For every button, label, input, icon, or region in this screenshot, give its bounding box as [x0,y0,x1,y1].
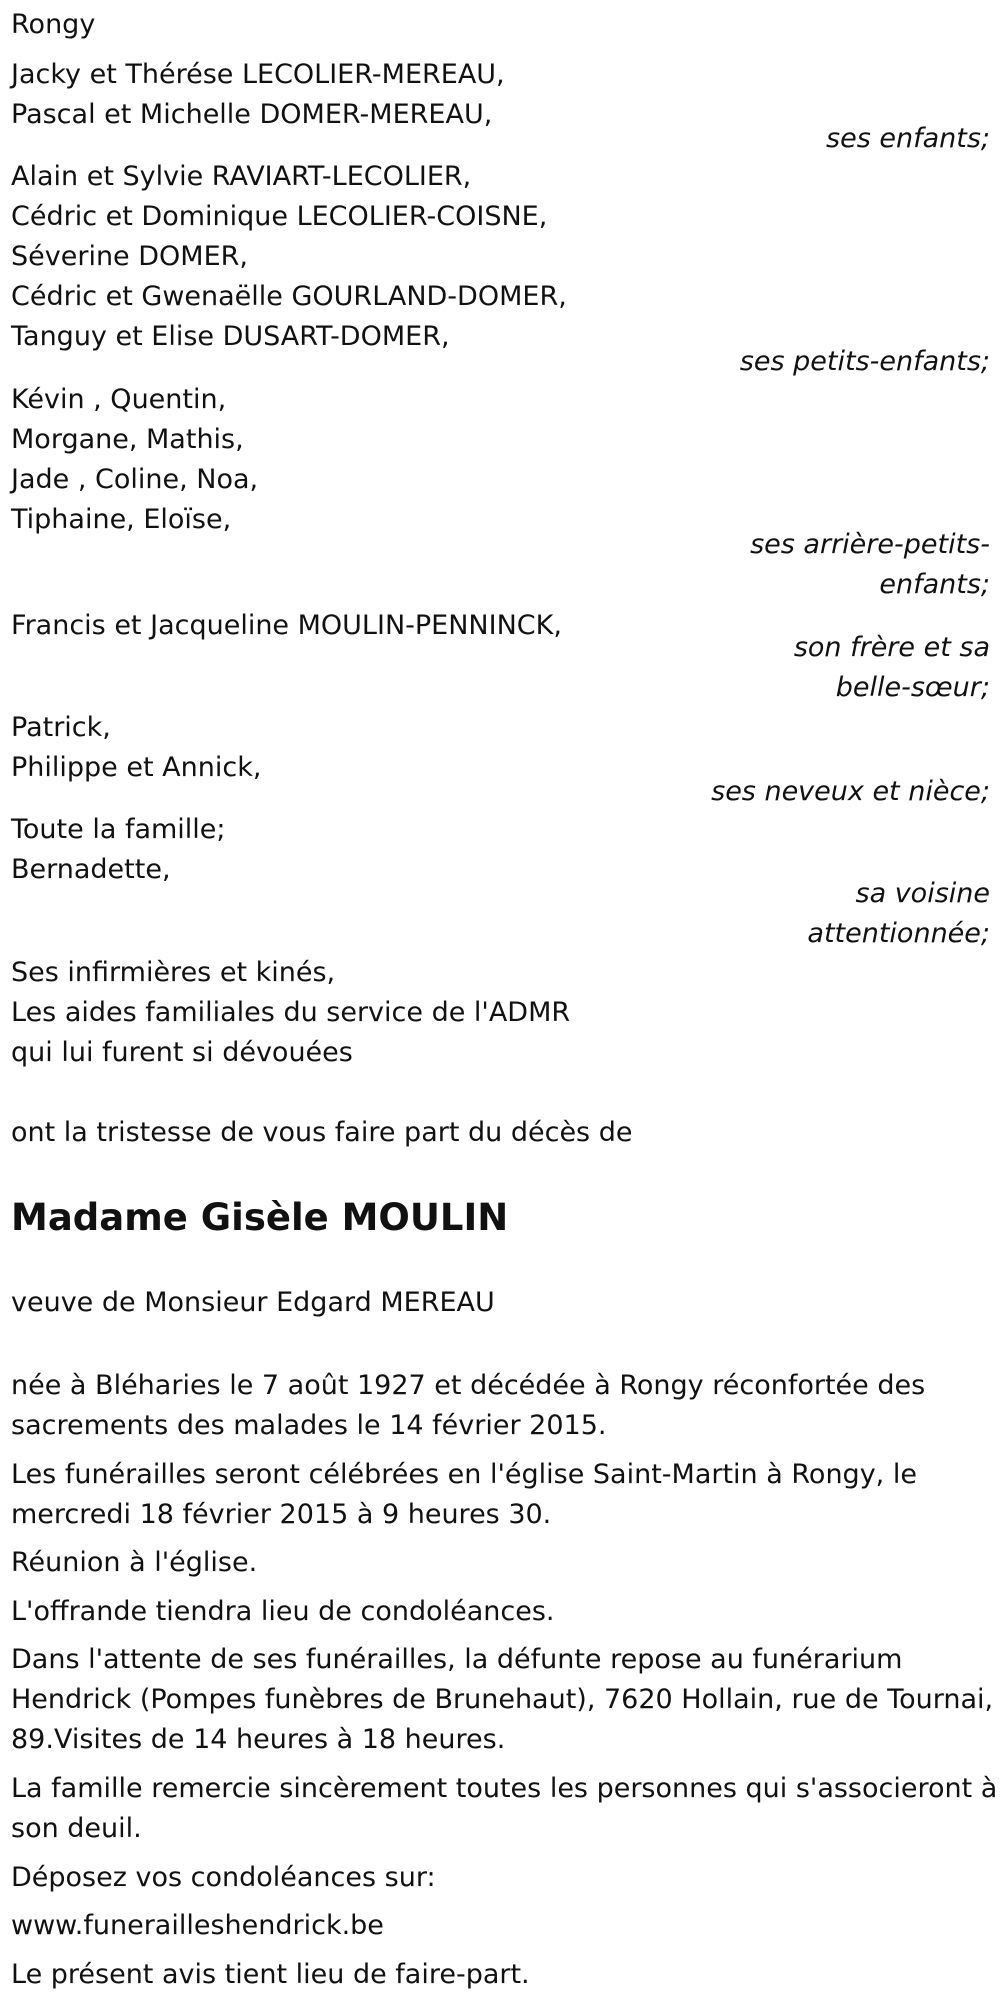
relation-label-brother: son frère et sa [793,632,990,663]
family-line: Jacky et Thérése LECOLIER-MEREAU, [11,59,505,90]
deceased-name: Madame Gisèle MOULIN [11,1196,509,1239]
condolences-label: Déposez vos condoléances sur: [11,1862,436,1893]
relation-label-great-grandchildren: enfants; [879,569,990,600]
carers-line: Ses infirmières et kinés, [11,957,336,988]
town-heading: Rongy [11,9,96,40]
carers-line: Les aides familiales du service de l'ADMR [11,997,571,1028]
relation-label-neighbour: sa voisine [855,878,990,909]
family-line: Tiphaine, Eloïse, [11,504,232,535]
relation-label-great-grandchildren: ses arrière-petits- [750,529,990,560]
relation-label-brother: belle-sœur; [835,672,990,703]
rest-line: 89.Visites de 14 heures à 18 heures. [11,1724,506,1755]
family-line: Philippe et Annick, [11,752,262,783]
rest-line: Hendrick (Pompes funèbres de Brunehaut), 7620 Hollain, rue de Tournai, [11,1684,994,1715]
family-line: Toute la famille; [11,814,226,845]
funeral-line: mercredi 18 février 2015 à 9 heures 30. [11,1499,552,1530]
family-line: Pascal et Michelle DOMER-MEREAU, [11,99,493,130]
family-line: Kévin , Quentin, [11,384,227,415]
relation-label-grandchildren: ses petits-enfants; [739,346,990,377]
family-line: Patrick, [11,712,111,743]
funeral-line: Les funérailles seront célébrées en l'église Saint-Martin à Rongy, le [11,1459,917,1490]
birth-death-line: sacrements des malades le 14 février 2015. [11,1410,607,1441]
family-line: Francis et Jacqueline MOULIN-PENNINCK, [11,610,562,641]
footer-note: Le présent avis tient lieu de faire-part. [11,1959,530,1990]
birth-death-line: née à Bléharies le 7 août 1927 et décédée à Rongy réconfortée des [11,1370,926,1401]
announcement-intro: ont la tristesse de vous faire part du décès de [11,1117,633,1148]
family-line: Cédric et Dominique LECOLIER-COISNE, [11,201,548,232]
relation-label-children: ses enfants; [826,123,990,154]
family-line: Cédric et Gwenaëlle GOURLAND-DOMER, [11,281,567,312]
family-line: Morgane, Mathis, [11,424,244,455]
condolences-website[interactable]: www.funerailleshendrick.be [11,1910,384,1941]
thanks-line: son deuil. [11,1813,142,1844]
relation-label-neighbour: attentionnée; [807,918,990,949]
family-line: Tanguy et Elise DUSART-DOMER, [11,321,450,352]
thanks-line: La famille remercie sincèrement toutes les personnes qui s'associeront à [11,1773,998,1804]
family-line: Jade , Coline, Noa, [11,464,259,495]
family-line: Bernadette, [11,854,171,885]
carers-line: qui lui furent si dévouées [11,1037,353,1068]
family-line: Séverine DOMER, [11,241,248,272]
family-line: Alain et Sylvie RAVIART-LECOLIER, [11,161,472,192]
offering-line: L'offrande tiendra lieu de condoléances. [11,1596,555,1627]
widow-of: veuve de Monsieur Edgard MEREAU [11,1287,495,1318]
meeting-line: Réunion à l'église. [11,1547,258,1578]
rest-line: Dans l'attente de ses funérailles, la défunte repose au funérarium [11,1644,903,1675]
relation-label-nephews: ses neveux et nièce; [711,776,990,807]
